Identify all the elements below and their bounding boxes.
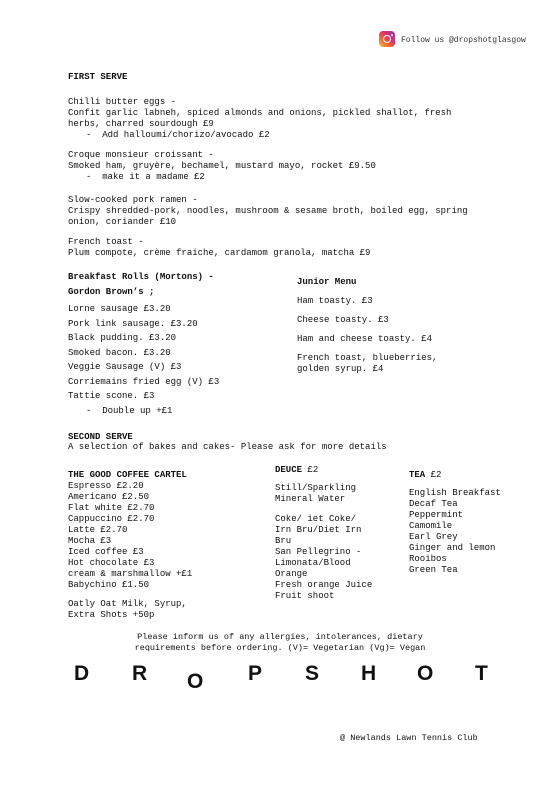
list-item: Cappuccino £2.70 xyxy=(68,514,155,524)
junior-menu-list xyxy=(297,296,437,375)
allergy-line: requirements before ordering. (V)= Vegetarian (Vg)= Vegan xyxy=(134,643,426,653)
list-item: Decaf Tea xyxy=(409,499,458,509)
logo-letter: P xyxy=(248,662,263,685)
list-item: Corriemains fried egg (V) £3 xyxy=(68,376,220,387)
logo-letter: D xyxy=(74,662,90,685)
logo-letter: H xyxy=(361,662,377,685)
list-item: Earl Grey xyxy=(409,532,458,542)
list-item: Green Tea xyxy=(409,565,458,575)
item-desc: herbs, charred sourdough £9 xyxy=(68,119,214,129)
breakfast-rolls-list xyxy=(68,302,219,418)
list-item: Still/Sparkling xyxy=(275,483,357,493)
list-item: Black pudding. £3.20 xyxy=(68,333,177,343)
coffee-heading: THE GOOD COFFEE CARTEL xyxy=(68,470,187,480)
list-item-extra: - Double up +£1 xyxy=(86,405,173,416)
list-item: Fresh orange Juice xyxy=(275,580,373,590)
list-item: Hot chocolate £3 xyxy=(68,558,155,568)
list-item: Latte £2.70 xyxy=(68,525,128,535)
list-item: Tattie scone. £3 xyxy=(68,391,155,401)
coffee-extras: Oatly Oat Milk, Syrup, xyxy=(68,599,187,609)
item-desc: Smoked ham, gruyère, bechamel, mustard mayo, rocket £9.50 xyxy=(68,161,376,171)
list-item: Mineral Water xyxy=(275,494,346,504)
list-item: Flat white £2.70 xyxy=(68,503,155,513)
list-item: Camomile xyxy=(409,521,453,531)
logo-letter: S xyxy=(305,662,320,685)
junior-menu-heading: Junior Menu xyxy=(297,277,357,287)
follow-us-text: Follow us @dropshotglasgow xyxy=(401,36,526,45)
list-item: French toast, blueberries, xyxy=(297,353,438,363)
tea-section xyxy=(409,470,501,576)
logo-letter: T xyxy=(475,662,488,685)
list-item: cream & marshmallow +£1 xyxy=(68,569,193,579)
list-item: Fruit shoot xyxy=(275,591,335,601)
menu-item-ramen xyxy=(68,195,468,228)
allergy-notice xyxy=(0,632,560,654)
item-desc: Plum compote, crème fraiche, cardamom granola, matcha £9 xyxy=(68,248,371,258)
list-item: Americano £2.50 xyxy=(68,492,150,502)
list-item: Orange xyxy=(275,569,308,579)
first-serve-heading: FIRST SERVE xyxy=(68,72,128,82)
item-desc: Confit garlic labneh, spiced almonds and onions, pickled shallot, fresh xyxy=(68,108,452,118)
deuce-heading: DEUCE £2 xyxy=(275,465,319,475)
item-title: Chilli butter eggs - xyxy=(68,97,177,107)
deuce-section xyxy=(275,465,372,602)
list-item: Iced coffee £3 xyxy=(68,547,144,557)
list-item: Babychino £1.50 xyxy=(68,580,150,590)
list-item: golden syrup. £4 xyxy=(297,364,384,374)
menu-item-chilli-eggs xyxy=(68,97,451,141)
item-title: Slow-cooked pork ramen - xyxy=(68,195,198,205)
list-item: Ham and cheese toasty. £4 xyxy=(297,334,433,344)
list-item: Lorne sausage £3.20 xyxy=(68,304,171,314)
logo-letter: O xyxy=(417,662,434,685)
list-item: Veggie Sausage (V) £3 xyxy=(68,362,182,372)
coffee-extras: Extra Shots +50p xyxy=(68,610,155,620)
list-item: Limonata/Blood xyxy=(275,558,351,568)
list-item: Coke/ iet Coke/ xyxy=(275,514,357,524)
item-extra: - Add halloumi/chorizo/avocado £2 xyxy=(86,130,270,140)
list-item: Peppermint xyxy=(409,510,464,520)
menu-item-croque xyxy=(68,150,376,183)
allergy-line: Please inform us of any allergies, intolerances, dietary xyxy=(137,632,423,642)
second-serve-text: A selection of bakes and cakes- Please ask for more details xyxy=(68,442,387,452)
item-desc: onion, coriander £10 xyxy=(68,217,177,227)
list-item: Mocha £3 xyxy=(68,536,112,546)
item-desc: Crispy shredded-pork, noodles, mushroom & sesame broth, boiled egg, spring xyxy=(68,206,468,216)
menu-item-french-toast xyxy=(68,237,370,259)
list-item: Espresso £2.20 xyxy=(68,481,144,491)
tea-heading: TEA £2 xyxy=(409,470,442,480)
list-item: Rooibos xyxy=(409,554,447,564)
instagram-icon[interactable] xyxy=(379,31,395,47)
list-item: Ginger and lemon xyxy=(409,543,496,553)
coffee-section xyxy=(68,470,192,621)
logo-letter: O xyxy=(187,670,204,693)
list-item: Smoked bacon. £3.20 xyxy=(68,347,171,358)
breakfast-rolls-heading: Breakfast Rolls (Mortons) - xyxy=(68,272,214,282)
item-title: Croque monsieur croissant - xyxy=(68,150,214,160)
list-item: Ham toasty. £3 xyxy=(297,296,373,306)
list-item: Irn Bru/Diet Irn xyxy=(275,525,362,535)
list-item: English Breakfast xyxy=(409,488,501,498)
list-item: Bru xyxy=(275,536,292,546)
list-item: Pork link sausage. £3.20 xyxy=(68,318,198,329)
second-serve-heading: SECOND SERVE xyxy=(68,432,133,442)
club-name: @ Newlands Lawn Tennis Club xyxy=(340,733,478,743)
list-item: Cheese toasty. £3 xyxy=(297,315,389,325)
item-extra: - make it a madame £2 xyxy=(86,172,205,182)
logo-letter: R xyxy=(132,662,148,685)
breakfast-rolls-subheading: Gordon Brown’s ; xyxy=(68,287,155,297)
list-item: San Pellegrino - xyxy=(275,547,362,557)
item-title: French toast - xyxy=(68,237,144,247)
